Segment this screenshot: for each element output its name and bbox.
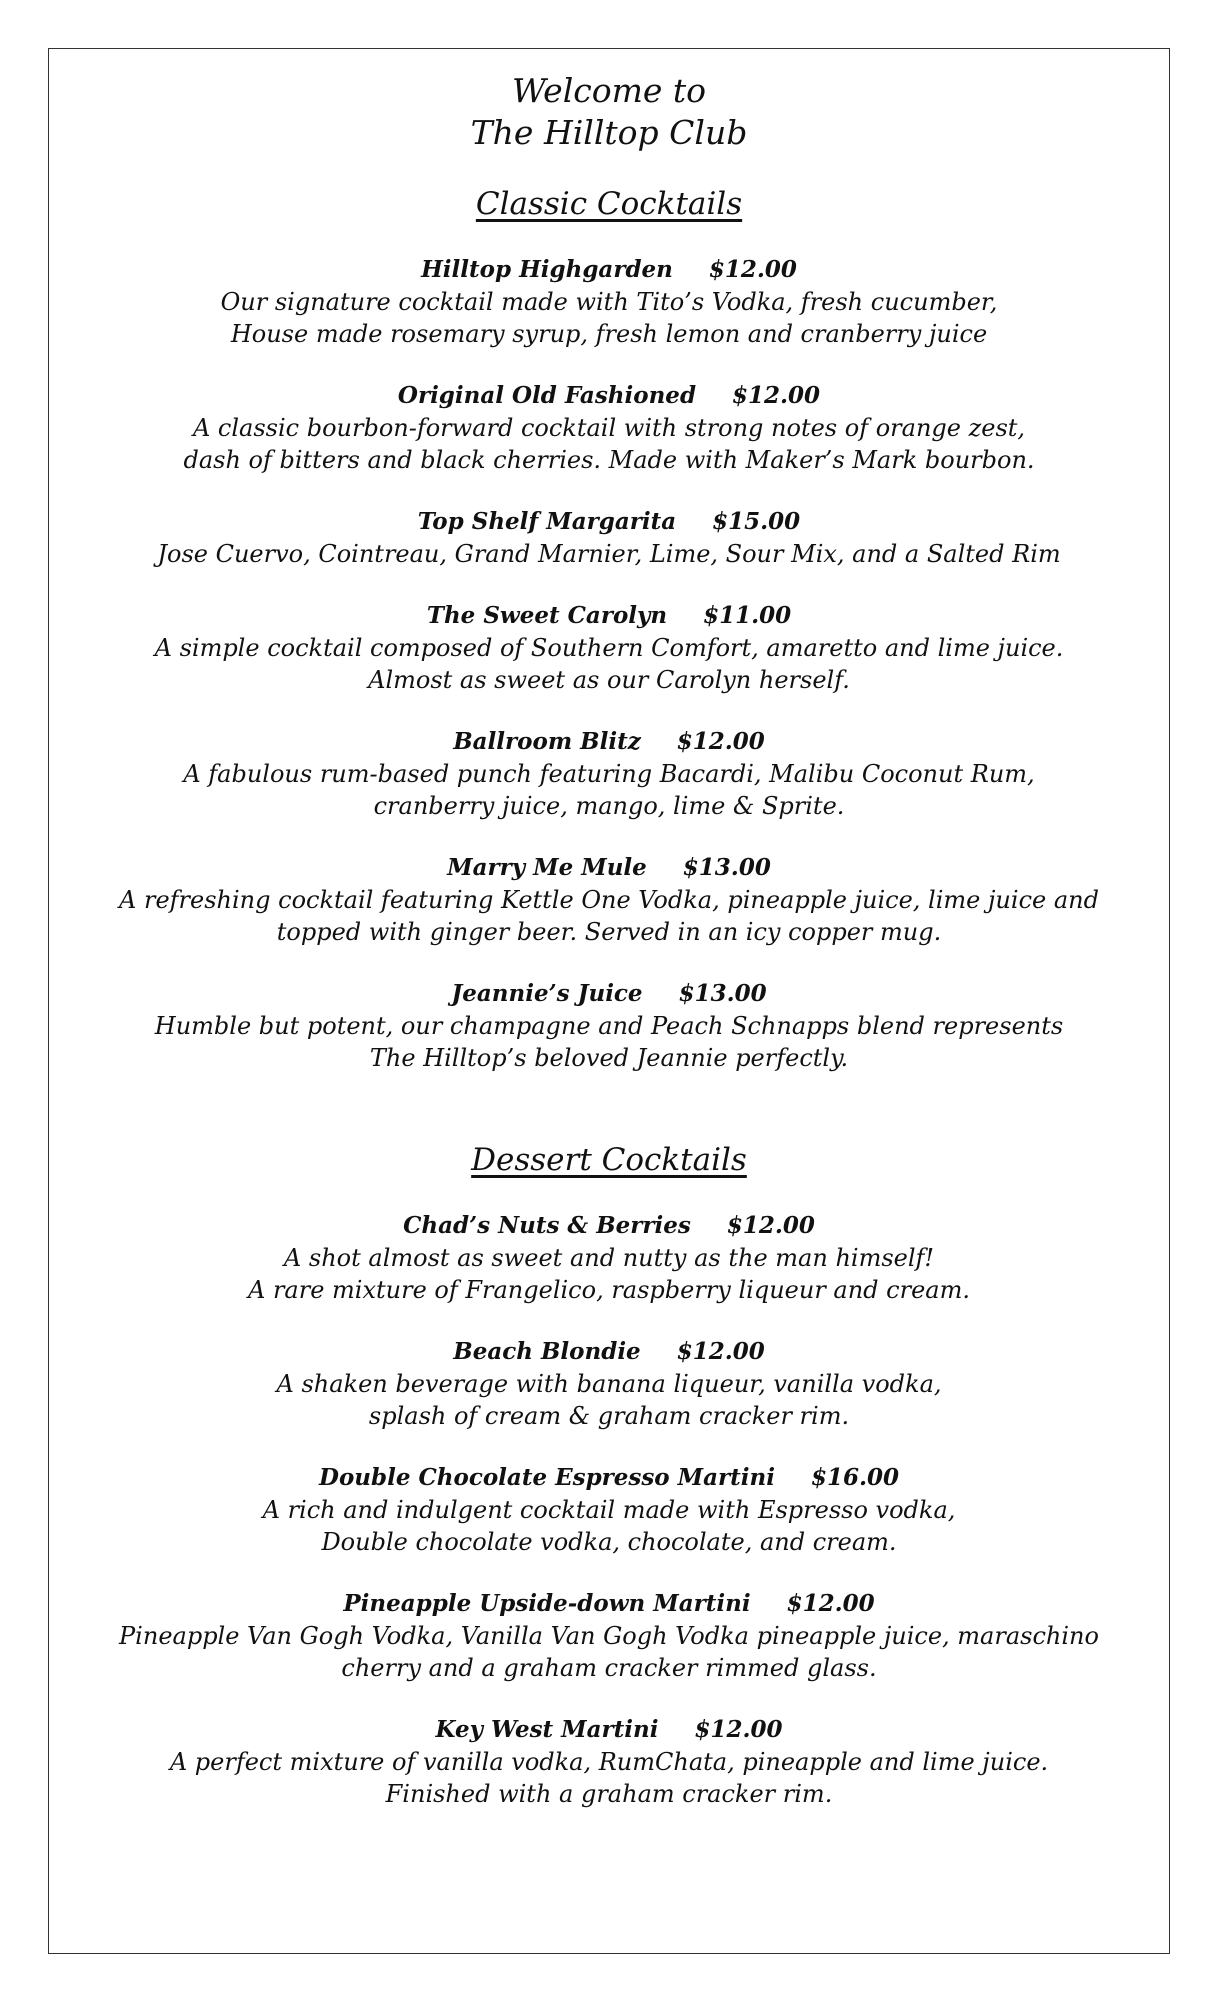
menu-item-description: dash of bitters and black cherries. Made with Maker’s Mark bourbon. — [183, 446, 1035, 474]
menu-item-name: Top Shelf Margarita — [417, 508, 677, 535]
menu-item — [48, 1336, 1170, 1432]
menu-item-price: $12.00 — [676, 728, 765, 755]
section-title: Classic Cocktails — [475, 186, 743, 222]
menu-item-price: $12.00 — [676, 1338, 765, 1365]
menu-item-name: Beach Blondie — [453, 1338, 641, 1365]
menu-item-description: Our signature cocktail made with Tito’s Vodka, fresh cucumber, — [220, 288, 998, 316]
menu-item-header — [48, 254, 1170, 286]
menu-item-header — [48, 1336, 1170, 1368]
menu-item-header — [48, 1588, 1170, 1620]
menu-item — [48, 1714, 1170, 1810]
section-title: Dessert Cocktails — [471, 1142, 747, 1178]
menu-item-description: cranberry juice, mango, lime & Sprite. — [373, 792, 845, 820]
menu-item-description: Pineapple Van Gogh Vodka, Vanilla Van Gogh Vodka pineapple juice, maraschino — [119, 1622, 1099, 1650]
menu-sections — [48, 184, 1170, 1810]
menu-item — [48, 254, 1170, 350]
menu-item-header — [48, 506, 1170, 538]
menu-item-description: Jose Cuervo, Cointreau, Grand Marnier, Lime, Sour Mix, and a Salted Rim — [157, 540, 1061, 568]
menu-item — [48, 506, 1170, 570]
menu-item-price: $12.00 — [786, 1590, 875, 1617]
menu-item-price: $12.00 — [732, 382, 821, 409]
menu-item-description: cherry and a graham cracker rimmed glass. — [341, 1654, 877, 1682]
menu-item-name: Chad’s Nuts & Berries — [403, 1212, 691, 1239]
menu-item-header — [48, 1714, 1170, 1746]
menu-item — [48, 1588, 1170, 1684]
menu-item — [48, 1210, 1170, 1306]
menu-header — [48, 70, 1170, 154]
menu-item-price: $12.00 — [694, 1716, 783, 1743]
welcome-line: Welcome to — [511, 71, 707, 110]
menu-item-header — [48, 380, 1170, 412]
menu-item — [48, 978, 1170, 1074]
menu-item-description: A shaken beverage with banana liqueur, vanilla vodka, — [276, 1370, 942, 1398]
menu-section — [48, 1104, 1170, 1810]
club-name: The Hilltop Club — [470, 113, 748, 152]
menu-item-description: A fabulous rum-based punch featuring Bacardi, Malibu Coconut Rum, — [183, 760, 1035, 788]
menu-item-name: Hilltop Highgarden — [421, 256, 673, 283]
menu-item-description: The Hilltop’s beloved Jeannie perfectly. — [369, 1044, 849, 1072]
menu-item-price: $13.00 — [678, 980, 767, 1007]
cocktail-menu — [48, 70, 1170, 1840]
menu-item-header — [48, 1462, 1170, 1494]
menu-item-description: Double chocolate vodka, chocolate, and cream. — [321, 1528, 897, 1556]
menu-item-description: House made rosemary syrup, fresh lemon and cranberry juice — [230, 320, 988, 348]
menu-item-header — [48, 852, 1170, 884]
menu-item-description: A rich and indulgent cocktail made with Espresso vodka, — [262, 1496, 956, 1524]
menu-item-description: Almost as sweet as our Carolyn herself. — [368, 666, 850, 694]
menu-item-description: A rare mixture of Frangelico, raspberry liqueur and cream. — [247, 1276, 970, 1304]
menu-item-description: topped with ginger beer. Served in an icy copper mug. — [276, 918, 942, 946]
menu-item — [48, 1462, 1170, 1558]
menu-item-name: Ballroom Blitz — [453, 728, 641, 755]
menu-item-name: Original Old Fashioned — [397, 382, 697, 409]
menu-item-description: splash of cream & graham cracker rim. — [368, 1402, 850, 1430]
menu-item-description: A classic bourbon-forward cocktail with strong notes of orange zest, — [192, 414, 1026, 442]
menu-item-price: $15.00 — [712, 508, 801, 535]
menu-item-name: Jeannie’s Juice — [451, 980, 643, 1007]
menu-item-name: The Sweet Carolyn — [426, 602, 668, 629]
menu-item-description: A perfect mixture of vanilla vodka, RumChata, pineapple and lime juice. — [169, 1748, 1049, 1776]
menu-item-price: $11.00 — [703, 602, 792, 629]
menu-item-description: A shot almost as sweet and nutty as the man himself! — [283, 1244, 935, 1272]
menu-item-header — [48, 978, 1170, 1010]
menu-item — [48, 726, 1170, 822]
menu-item-name: Pineapple Upside-down Martini — [343, 1590, 751, 1617]
menu-item-name: Key West Martini — [435, 1716, 659, 1743]
menu-item — [48, 380, 1170, 476]
menu-item-header — [48, 726, 1170, 758]
menu-item-header — [48, 600, 1170, 632]
menu-item-description: Humble but potent, our champagne and Peach Schnapps blend represents — [154, 1012, 1064, 1040]
menu-item-price: $12.00 — [708, 256, 797, 283]
menu-item-name: Marry Me Mule — [447, 854, 647, 881]
menu-item — [48, 600, 1170, 696]
menu-item-price: $16.00 — [810, 1464, 899, 1491]
menu-section — [48, 184, 1170, 1074]
menu-item-description: A simple cocktail composed of Southern Comfort, amaretto and lime juice. — [154, 634, 1064, 662]
menu-item — [48, 852, 1170, 948]
menu-item-description: A refreshing cocktail featuring Kettle One Vodka, pineapple juice, lime juice and — [119, 886, 1099, 914]
menu-item-header — [48, 1210, 1170, 1242]
section-spacer — [48, 1104, 1170, 1140]
menu-item-description: Finished with a graham cracker rim. — [385, 1780, 833, 1808]
menu-item-price: $12.00 — [726, 1212, 815, 1239]
menu-item-name: Double Chocolate Espresso Martini — [319, 1464, 775, 1491]
menu-item-price: $13.00 — [682, 854, 771, 881]
